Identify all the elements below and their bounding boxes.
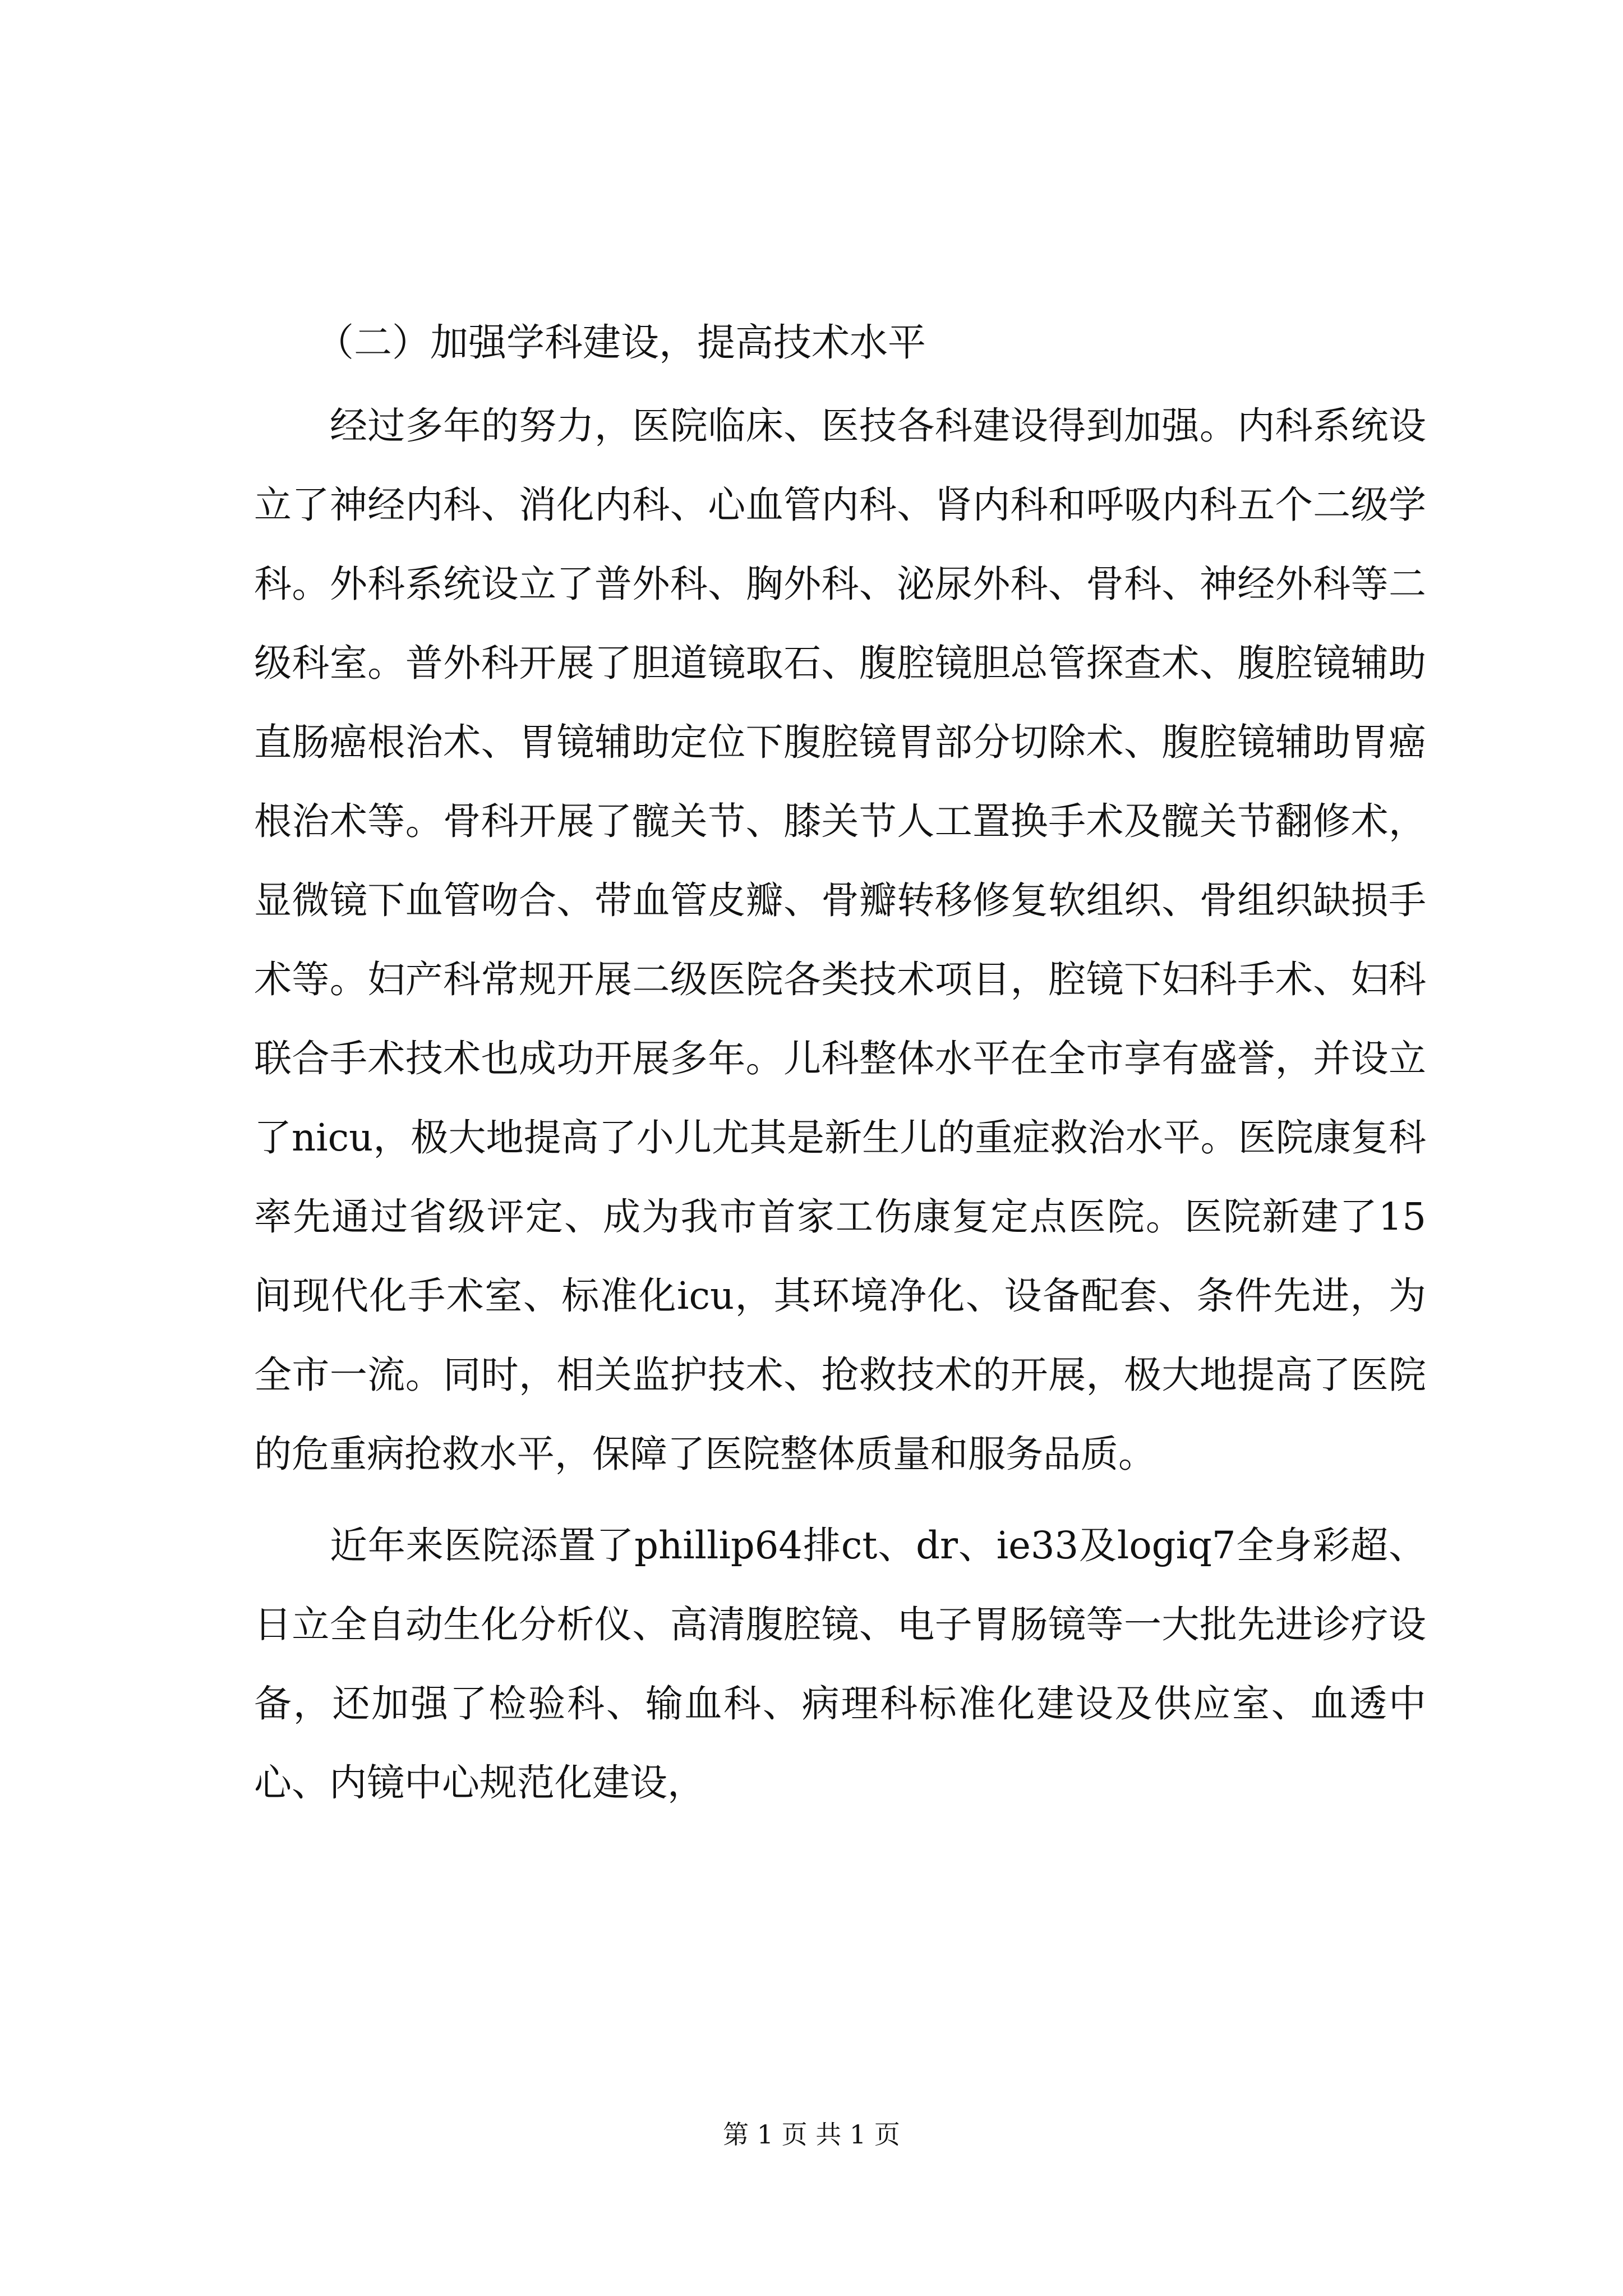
paragraph-equipment: 近年来医院添置了phillip64排ct、dr、ie33及logiq7全身彩超、日立全自动生化分析仪、高清腹腔镜、电子胃肠镜等一大批先进诊疗设备，还加强了检验科、输血科、病理科标准化建设及供应室、血透中心、内镜中心规范化建设，	[254, 1524, 1426, 1805]
section-heading: （二）加强学科建设，提高技术水平	[316, 321, 926, 365]
paragraph-departments: 经过多年的努力，医院临床、医技各科建设得到加强。内科系统设立了神经内科、消化内科、心血管内科、肾内科和呼吸内科五个二级学科。外科系统设立了普外科、胸外科、泌尿外科、骨科、神经外科等二级科室。普外科开展了胆道镜取石、腹腔镜胆总管探查术、腹腔镜辅助直肠癌根治术、胃镜辅助定位下腹腔镜胃部分切除术、腹腔镜辅助胃癌根治术等。骨科开展了髋关节、膝关节人工置换手术及髋关节翻修术，显微镜下血管吻合、带血管皮瓣、骨瓣转移修复软组织、骨组织缺损手术等。妇产科常规开展二级医院各类技术项目，腔镜下妇科手术、妇科联合手术技术也成功开展多年。儿科整体水平在全市享有盛誉，并设立了nicu，极大地提高了小儿尤其是新生儿的重症救治水平。医院康复科率先通过省级评定、成为我市首家工伤康复定点医院。医院新建了15间现代化手术室、标准化icu，其环境净化、设备配套、条件先进，为全市一流。同时，相关监护技术、抢救技术的开展，极大地提高了医院的危重病抢救水平，保障了医院整体质量和服务品质。	[254, 404, 1426, 1476]
document-body	[254, 300, 1426, 1823]
page-footer: 第 1 页 共 1 页	[723, 2119, 900, 2150]
